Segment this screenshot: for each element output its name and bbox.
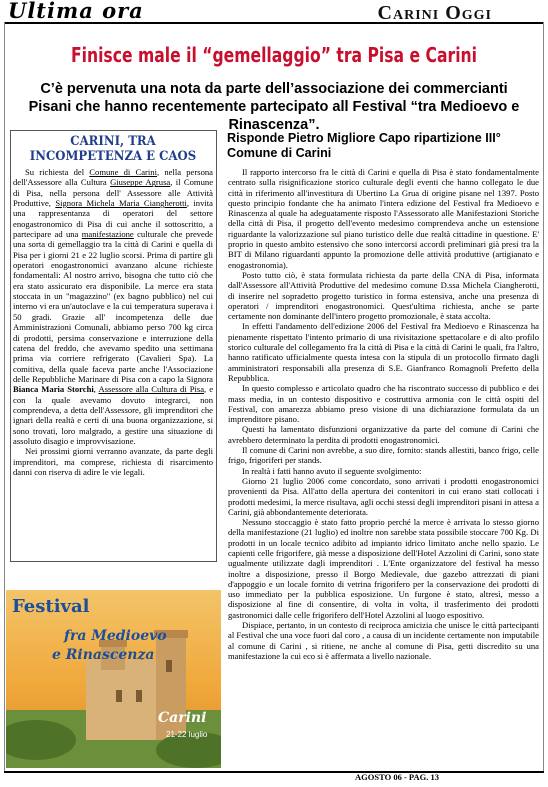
bold-name: Bianca Maria Storchi [13, 384, 94, 395]
poster-subtitle: e Rinascenza [52, 647, 155, 663]
text-run: culturale che prevede una sorta di gemellaggio tra la città di Carini e quella di Pisa per i giorni 21 e 22 luglio scorsi. Prima di partire gli operatori enogastronomici avanzano alcune richieste fondamentali: Al nostro arrivo, bisogna che tutto ciò che era stato assicurato era disponibile. La merce era stata stoccata in un "magazzino" (ex bagno pubblico) nel cui interno vi era un'autoclave e la cui temperatura superava i 50 gradi. Grazie all' incompetenza delle due Amministrazioni Comunali, abbiamo perso 700 kg circa di prodotti, persima conservazione e interruzione della catena del freddo, che avevamo spedito una settimana prima via corriere refrigerato (Cavalieri Spa). La comitiva, della quale faceva parte anche l'Associazione delle Repubbliche Marinare di Pisa con a capo la Signora [13, 229, 213, 384]
article-paragraph: Dispiace, pertanto, in un contesto di reciproca amicizia che unisce le città partecipanti al Festival che una voce fuori dal coro , a causa di un incidente certamente non imputabile al comune di Carini , si ritiene, ne anche al comune di Pisa, getti discredito su una manifestazione la cui eco si è affermata a livello nazionale. [228, 620, 539, 661]
footer-rule [4, 771, 544, 773]
article-paragraph: Il comune di Carini non avrebbe, a suo dire, fornito: stands allestiti, banco frigo, celle frigo, frigoriferi per stands. [228, 445, 539, 466]
page-border-left [4, 22, 5, 773]
sidebar-body [13, 167, 213, 477]
article-paragraph: Giorno 21 luglio 2006 come concordato, sono arrivati i prodotti enogastronomici provenienti da Pisa. All'atto della apertura dei contenitori in cui erano stati collocati i prodotti medesimi, la merce risultava, agli occhi stessi degli imprenditori pisani in attesa a Carini, già abbondantemente deteriorata. [228, 475, 539, 517]
section-title: Ultima ora [8, 0, 144, 23]
brand-logo: Carini Oggi [377, 2, 492, 24]
subheadline: C’è pervenuta una nota da parte dell’associazione dei commercianti Pisani che hanno recentemente partecipato all Festival “tra Medioevo e Rinascenza”. [28, 81, 520, 133]
link-assessore-cultura-pisa[interactable]: Assessore alla Cultura di Pisa [98, 384, 205, 395]
sidebar-title: CARINI, TRA INCOMPETENZA E CAOS [29, 134, 197, 164]
text-run: , il Comune di Pisa, nella persona dell' Assessore alle Attività Produttive, [13, 177, 214, 209]
text-run: Su richiesta del [25, 167, 90, 177]
festival-poster [6, 590, 221, 768]
text-run: , invita una rappresentanza di operatori del settore enogastronomico di Pisa di cui anche il sottoscritto, a partecipare ad una [13, 198, 213, 240]
link-michela-ciangherotti[interactable]: Signora Michela Maria Ciangherotti [55, 198, 187, 209]
article-body [228, 167, 539, 661]
link-comune-carini[interactable]: Comune di Carini [89, 167, 157, 177]
page-border-right [543, 22, 544, 773]
text-run: , nella persona dell'Assessore alla Cultura [13, 167, 213, 188]
article-paragraph: Questi ha lamentato disfunzioni organizzative da parte del comune di Carini che avrebbero determinato la perdita di prodotti enogastronomici. [228, 424, 539, 445]
article-paragraph: In questo complesso e articolato quadro che ha riscontrato successo di pubblico e dei mass media, in un contesto dispositivo e costruttiva armonia con le città ospiti del Festival, con amarezza abbiamo preso visione di una dichiarazione formulata da un imprenditore pisano. [228, 383, 539, 425]
sidebar-paragraph: Nei prossimi giorni verranno avanzate, da parte degli imprenditori, ma comprese, richiesta di risarcimento danni con riserva di adire le vie legali. [13, 446, 213, 477]
article-paragraph: Nessuno stoccaggio è stato fatto proprio perché la merce è arrivata lo stesso giorno della manifestazione (21 luglio) ed inoltre non sarebbe stata possibile stoccare 700 Kg. Di prodotti in un locale tecnico adibito ad impianto idrico limitato anche nello spazio. Le capienti celle frigorifere, già messe a disposizione dell'Hotel Azzolini di Carini, sono state ugualmente utilizzate dagli imprenditori . L'Ente organizzatore del festival ha messo inoltre a disposizione, presso il Borgo Medievale, due gazebo attrezzati di piani d'appoggio e un locale fornito di vetrina frigorifero per la conservazione dei prodotti di uso immediato per la pubblica esposizione. Un furgone è stato, altresì, messo a disposizione al fine di consentire, di volta in volta, il trasferimento dei prodotti gastronomici dalle celle frigorifero dell'Hotel Azzolini al luogo espositivo. [228, 517, 539, 620]
poster-date: 21-22 luglio [166, 730, 208, 739]
poster-subtitle: fra Medioevo [64, 628, 167, 644]
link-giuseppe-agrusa[interactable]: Giuseppe Agrusa [110, 177, 171, 188]
page-footer: AGOSTO 06 - PAG. 13 [355, 772, 439, 782]
poster-title: Festival [12, 596, 90, 617]
text-run: , e con la quale avevamo dovuto integrarci, non comprendeva, a detta dell'Assessore, gli imprenditori che ignari della realtà e certi di una buona organizzazione, si sono trovati, loro malgrado, a gestire una situazione di assoluto disagio e improvvisazione. [13, 384, 214, 446]
article-paragraph: Il rapporto intercorso fra le città di Carini e quella di Pisa è stato fondamentalmente centrato sulla risignificazione storico culturale degli eventi che hanno collegato le due città in riferimento all'investitura di Ubertino La Grua di origine pisane nel 1397. Posto questo principio fondante che ha animato l'intera edizione del Festival fra Medioevo e Rinascenza al quale ha adeguatamente risposto l'Assessorato alle Manifestazioni Storiche della città di Pisa, il progetto dell'evento medesimo comprendeva anche un estensione riguardante la valorizzazione sul piano turistico delle due realtà cittadine in questione. E' proprio in questo ambito estensivo che sono intercorsi accordi preliminari già presi tra la BIT di Milano riguardanti appunto la promozione delle attività produttive (artigianato e enogastronomia). [228, 167, 539, 270]
sidebar-paragraph [13, 167, 213, 446]
headline: Finisce male il “gemellaggio” tra Pisa e Carini [70, 43, 478, 67]
article-paragraph: In realtà i fatti hanno avuto il seguente svolgimento: [242, 465, 422, 476]
article-paragraph: Posto tutto ciò, è stata formulata richiesta da parte della CNA di Pisa, informata dall'Assessore all'Attività Produttive del medesimo comune D.ssa Michela Ciangherotti, di inserire nel sopradetto progetto turistico in forma estensiva, anche una presenza di operatori / imprenditori enogastronomici. Quest'ultima richiesta, anche se parte certamente non dominante dell'intero progetto promozionale, è stata accolta. [228, 269, 539, 322]
text-run: , [93, 384, 99, 395]
article-paragraph: In effetti l'andamento dell'edizione 2006 del Festival fra Medioevo e Rinascenza ha pienamente rispettato l'intento primario di una rivisitazione spettacolare e di alto profilo storico culturale del collegamento fra la città di Pisa e la città di Carini le quali, fra l'altro, hanno ratificato ufficialmente questa intesa con la stipula di un protocollo firmato dagli amministratori responsabili alla presenza di S.E. Gianfranco Romagnoli Prefetto della Repubblica. [228, 321, 539, 383]
poster-place: Carini [158, 710, 207, 726]
article-title: Risponde Pietro Migliore Capo ripartizione III° Comune di Carini [227, 131, 501, 160]
link-manifestazione[interactable]: manifestazione [81, 229, 134, 240]
